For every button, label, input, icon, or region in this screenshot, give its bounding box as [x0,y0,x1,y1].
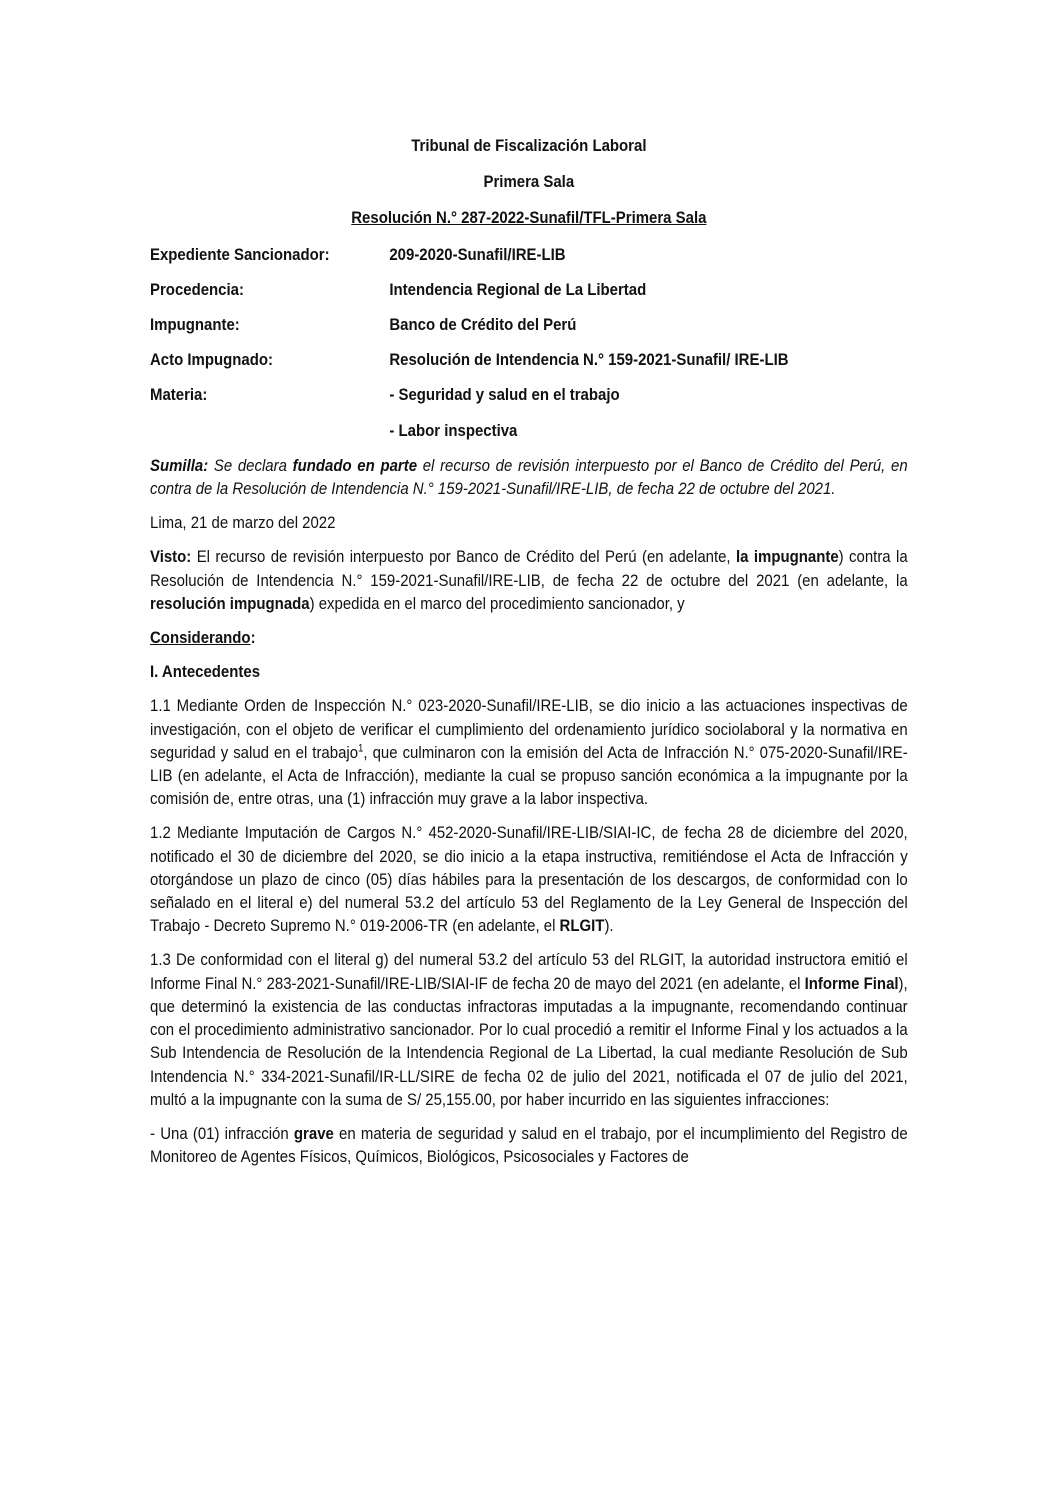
considerando-text: Considerando [150,628,251,648]
meta-row-impugnante [150,313,908,336]
meta-label: Materia: [150,385,208,405]
sumilla-paragraph [150,454,908,500]
visto-bold: la impugnante [735,547,839,567]
meta-label [150,419,389,442]
case-metadata [150,243,908,442]
paragraph-1-1 [150,694,908,810]
paragraph-1-3 [150,948,908,1110]
visto-text: ) contra la Resolución de Intendencia N.° 159-2021-Sunafil/IRE-LIB, de fecha 22 de octubre del 2021 (en adelante, la [150,547,908,590]
paragraph-bold: grave [293,1123,334,1143]
paragraph-text: ). [604,916,614,936]
visto-paragraph [150,545,908,615]
meta-row-expediente [150,243,908,266]
paragraph-text: en materia de seguridad y salud en el trabajo, por el incumplimiento del Registro de Monitoreo de Agentes Físicos, Químicos, Biológicos, Psicosociales y Factores de [150,1123,908,1167]
paragraph-text: 1.3 De conformidad con el literal g) del numeral 53.2 del artículo 53 del RLGIT, la autoridad instructora emitió el Informe Final N.° 283-2021-Sunafil/IRE-LIB/SIAI-IF de fecha 20 de mayo del 2021 (en adelante, el [150,950,908,993]
sumilla-bold: fundado en parte [292,455,418,475]
bullet-paragraph [150,1122,908,1168]
visto-bold: resolución impugnada [150,593,310,613]
paragraph-text: 1.1 Mediante Orden de Inspección N.° 023-2020-Sunafil/IRE-LIB, se dio inicio a las actuaciones inspectivas de investigación, con el objeto de verificar el cumplimiento del ordenamiento jurídico sociolaboral y la normativa en seguridad y salud en el trabajo [150,696,908,762]
meta-row-acto-impugnado [150,348,908,371]
considerando-heading [150,626,908,649]
meta-value: Banco de Crédito del Perú [389,315,577,335]
sala-title: Primera Sala [483,172,575,192]
paragraph-text: ), que determinó la existencia de las conductas infractoras imputadas a la impugnante, recomendando continuar con el procedimiento administrativo sancionador. Por lo cual procedió a remitir el Informe Final y los actuados a la Sub Intendencia de Resolución de la Intendencia Regional de La Libertad, la cual mediante Resolución de Sub Intendencia N.° 334-2021-Sunafil/IR-LL/SIRE de fecha 02 de julio del 2021, notificada el 07 de julio del 2021, multó a la impugnante con la suma de S/ 25,155.00, por haber incurrido en las siguientes infracciones: [150,973,908,1109]
meta-row-materia-2 [150,419,908,442]
meta-label: Acto Impugnado: [150,350,273,370]
paragraph-bold: RLGIT [559,916,605,936]
meta-value: Intendencia Regional de La Libertad [389,279,647,299]
document-body [150,134,908,1179]
meta-label: Procedencia: [150,279,244,299]
meta-row-procedencia [150,278,908,301]
visto-text: El recurso de revisión interpuesto por Banco de Crédito del Perú (en adelante, [191,547,736,567]
paragraph-text: - Una (01) infracción [150,1123,294,1143]
sumilla-text: el recurso de revisión interpuesto por el Banco de Crédito del Perú, en contra de la Resolución de Intendencia N.° 159-2021-Sunafil/IRE-LIB, de fecha 22 de octubre del 2021. [150,455,908,499]
paragraph-text: , que culminaron con la emisión del Acta de Infracción N.° 075-2020-Sunafil/IRE-LIB (en adelante, el Acta de Infracción), mediante la cual se propuso sanción económica a la impugnante por la comisión de, entre otras, una (1) infracción muy grave a la labor inspectiva. [150,742,908,809]
meta-value: Resolución de Intendencia N.° 159-2021-Sunafil/ IRE-LIB [389,350,789,370]
meta-value: 209-2020-Sunafil/IRE-LIB [389,244,566,264]
paragraph-1-2 [150,821,908,937]
paragraph-bold: Informe Final [804,973,899,993]
paragraph-text: 1.2 Mediante Imputación de Cargos N.° 452-2020-Sunafil/IRE-LIB/SIAI-IC, de fecha 28 de diciembre del 2020, notificado el 30 de diciembre del 2020, se dio inicio a la etapa instructiva, remitiéndose el Acta de Infracción y otorgándose un plazo de cinco (05) días hábiles para la presentación de los descargos, de conformidad con lo señalado en el literal e) del numeral 53.2 del artículo 53 del Reglamento de la Ley General de Inspección del Trabajo - Decreto Supremo N.° 019-2006-TR (en adelante, el [150,823,908,936]
visto-text: ) expedida en el marco del procedimiento sancionador, y [309,593,685,613]
tribunal-title: Tribunal de Fiscalización Laboral [411,136,647,155]
visto-label: Visto: [150,547,192,567]
meta-row-materia [150,383,908,406]
sumilla-label: Sumilla: [150,455,209,475]
resolution-number: Resolución N.° 287-2022-Sunafil/TFL-Primera Sala [351,208,707,228]
meta-label: Impugnante: [150,315,240,335]
meta-value: - Labor inspectiva [389,420,518,440]
sumilla-text: Se declara [208,455,293,475]
footnote-ref: 1 [358,742,364,755]
section-heading-antecedentes: I. Antecedentes [150,662,261,682]
meta-value: - Seguridad y salud en el trabajo [389,385,620,405]
meta-label: Expediente Sancionador: [150,244,330,264]
considerando-colon: : [250,628,256,648]
date-line: Lima, 21 de marzo del 2022 [150,513,336,533]
